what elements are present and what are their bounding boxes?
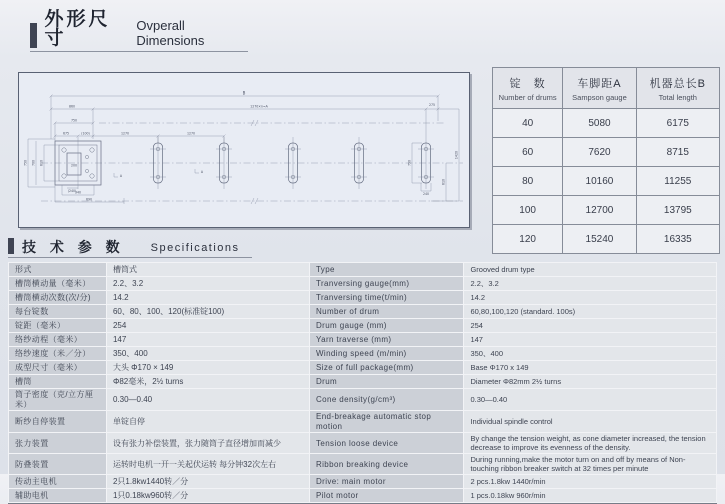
- gauge-cell: 7620: [563, 138, 636, 167]
- en-value: 254: [464, 319, 716, 332]
- en-label: End-breakage automatic stop motion: [310, 411, 464, 432]
- spec-row-winding-speed: [9, 347, 716, 360]
- en-value: During running,make the motor turn on and off by means of Non-touching ribbon breaker switch at 32 times per minute: [464, 454, 716, 474]
- table-row: [493, 138, 720, 167]
- top-dimension-lines: [50, 91, 440, 144]
- col-header-cn: 车脚距A: [577, 77, 622, 90]
- en-value: 2 pcs.1.8kw 1440r/min: [464, 475, 716, 488]
- cn-value: 大头 Φ170 × 149: [107, 361, 309, 374]
- table-row: [493, 196, 720, 225]
- spec-row-tension-device: [9, 433, 716, 453]
- gauge-cell: 5080: [563, 109, 636, 138]
- en-value: Base Φ170 x 149: [464, 361, 716, 374]
- cn-value: 2只1.8kw1440转／分: [107, 475, 309, 488]
- page-title-cn: 外形尺寸: [44, 9, 111, 49]
- dim-675: 675: [62, 131, 70, 136]
- cn-label: 张力装置: [9, 433, 106, 453]
- cn-value: Φ82毫米，2½ turns: [107, 375, 309, 388]
- col-header-en: Number of drums: [498, 92, 557, 102]
- machine-plan-drawing: [19, 73, 469, 227]
- spec-row-traversing-time: [9, 291, 716, 304]
- section-mark-a1: A: [119, 174, 123, 178]
- cn-value: 350、400: [107, 347, 309, 360]
- en-label: Pilot motor: [310, 489, 464, 502]
- en-value: 147: [464, 333, 716, 346]
- en-value: Individual spindle control: [464, 411, 716, 432]
- en-label: Tranversing time(t/min): [310, 291, 464, 304]
- cn-value: 槽筒式: [107, 263, 309, 276]
- en-label: Type: [310, 263, 464, 276]
- cn-value: 运转时电机一开一关起伏运转 每分钟32次左右: [107, 454, 309, 474]
- section-overall-dimensions-header: [30, 10, 248, 52]
- page-title-en: Ovperall Dimensions: [136, 18, 205, 48]
- gauge-cell: 12700: [563, 196, 636, 225]
- en-value: 60,80,100,120 (standard. 100s): [464, 305, 716, 318]
- col-number-of-drums: [493, 68, 563, 109]
- dim-240: 240: [422, 192, 430, 196]
- section-markers: [114, 169, 204, 178]
- length-cell: 16335: [636, 225, 719, 254]
- cn-label: 槽筒横动量（毫米）: [9, 277, 106, 290]
- en-label: Drum: [310, 375, 464, 388]
- spec-row-drum-gauge: [9, 319, 716, 332]
- cn-label: 辅助电机: [9, 489, 106, 502]
- overall-dimensions-table: [492, 67, 720, 254]
- en-label: Tranversing gauge(mm): [310, 277, 464, 290]
- drums-cell: 40: [493, 109, 563, 138]
- en-value: 14.2: [464, 291, 716, 304]
- length-cell: 13795: [636, 196, 719, 225]
- en-value: 2.2、3.2: [464, 277, 716, 290]
- cn-label: 成型尺寸（毫米）: [9, 361, 106, 374]
- cn-value: 60、80、100、120(标准锭100): [107, 305, 309, 318]
- cn-label: 筒子密度（克/立方厘米）: [9, 389, 106, 410]
- header-accent-bar: [8, 238, 14, 254]
- en-label: Drum gauge (mm): [310, 319, 464, 332]
- col-sampson-gauge: [563, 68, 636, 109]
- col-total-length: [636, 68, 719, 109]
- spec-row-cone-density: [9, 389, 716, 410]
- spec-row-end-breakage-stop: [9, 411, 716, 432]
- drums-cell: 100: [493, 196, 563, 225]
- specs-title-cn: 技 术 参 数: [22, 239, 125, 255]
- dim-750-top: 750: [70, 118, 78, 123]
- dim-right-750: 750: [407, 159, 412, 167]
- en-label: Number of drum: [310, 305, 464, 318]
- cn-label: 锭距（毫米）: [9, 319, 106, 332]
- cn-label: 形式: [9, 263, 106, 276]
- base-flange-plate: [55, 137, 101, 189]
- drums-cell: 120: [493, 225, 563, 254]
- spec-row-yarn-traverse: [9, 333, 716, 346]
- table-row: [493, 167, 720, 196]
- dim-860: 860: [68, 104, 76, 109]
- cn-value: 14.2: [107, 291, 309, 304]
- length-cell: 6175: [636, 109, 719, 138]
- cn-value: 0.30—0.40: [107, 389, 309, 410]
- dim-left-700: 700: [31, 159, 36, 167]
- en-value: 0.30—0.40: [464, 389, 716, 410]
- en-value: Grooved drum type: [464, 263, 716, 276]
- length-cell: 11255: [636, 167, 719, 196]
- spec-row-main-motor: [9, 475, 716, 488]
- gauge-cell: 10160: [563, 167, 636, 196]
- dim-left-750: 750: [23, 159, 28, 167]
- dim-1270-b: 1270: [186, 131, 196, 136]
- header-accent-bar: [30, 23, 37, 48]
- dim-left-610: 610: [39, 159, 44, 167]
- en-label: Tension loose device: [310, 433, 464, 453]
- dim-sampson-formula: 1270×n=A: [250, 104, 268, 109]
- spec-row-ribbon-breaking: [9, 454, 716, 474]
- cn-value: 147: [107, 333, 309, 346]
- en-label: Size of full package(mm): [310, 361, 464, 374]
- drums-cell: 80: [493, 167, 563, 196]
- dim-100: (100): [81, 131, 90, 136]
- en-label: Cone density(g/cm³): [310, 389, 464, 410]
- spec-row-pilot-motor: [9, 489, 716, 502]
- cn-value: 254: [107, 319, 309, 332]
- dim-1270-a: 1270: [120, 131, 130, 136]
- en-value: 350、400: [464, 347, 716, 360]
- drums-cell: 60: [493, 138, 563, 167]
- col-header-en: Sampson gauge: [572, 92, 627, 102]
- dim-690: 690: [85, 197, 93, 202]
- spec-row-number-of-drum: [9, 305, 716, 318]
- dim-275: 275: [428, 102, 436, 107]
- dim-240p: (240): [67, 189, 77, 193]
- specifications-table: [8, 262, 717, 504]
- cn-label: 每台锭数: [9, 305, 106, 318]
- col-header-cn: 机器总长B: [649, 77, 706, 90]
- cn-label: 断纱自停装置: [9, 411, 106, 432]
- spec-row-full-package-size: [9, 361, 716, 374]
- dim-right-1420: 1420: [454, 150, 459, 160]
- table-row: [493, 225, 720, 254]
- cn-label: 络纱速度（米／分）: [9, 347, 106, 360]
- dim-200: 200: [70, 163, 78, 168]
- col-header-cn: 锭 数: [509, 77, 546, 90]
- cn-value: 单锭自停: [107, 411, 309, 432]
- length-cell: 8715: [636, 138, 719, 167]
- en-label: Drive: main motor: [310, 475, 464, 488]
- cn-label: 络纱动程（毫米）: [9, 333, 106, 346]
- en-label: Ribbon breaking device: [310, 454, 464, 474]
- en-label: Yarn traverse (mm): [310, 333, 464, 346]
- cn-label: 槽筒: [9, 375, 106, 388]
- dim-total-length-B: B: [242, 90, 246, 96]
- centerlines: [41, 120, 463, 204]
- overall-dimensions-drawing: [18, 72, 470, 228]
- spec-row-type: [9, 263, 716, 276]
- table-header-row: [493, 68, 720, 109]
- en-value: Diameter Φ82mm 2½ turns: [464, 375, 716, 388]
- cn-label: 槽筒横动次数(次/分): [9, 291, 106, 304]
- en-label: Winding speed (m/min): [310, 347, 464, 360]
- cn-value: 2.2、3.2: [107, 277, 309, 290]
- spec-row-traversing-gauge: [9, 277, 716, 290]
- section-mark-a2: A: [200, 170, 204, 174]
- en-value: 1 pcs.0.18kw 960r/min: [464, 489, 716, 502]
- dim-right-610: 610: [441, 178, 446, 186]
- cn-label: 传动主电机: [9, 475, 106, 488]
- right-dimension-lines: [408, 109, 460, 201]
- table-row: [493, 109, 720, 138]
- cn-value: 设有张力补偿装置，张力随筒子直径增加而减少: [107, 433, 309, 453]
- spec-row-drum: [9, 375, 716, 388]
- cn-value: 1只0.18kw960转／分: [107, 489, 309, 502]
- section-specifications-header: [8, 238, 252, 258]
- cn-label: 防叠装置: [9, 454, 106, 474]
- left-dimension-lines: [24, 139, 60, 187]
- col-header-en: Total length: [658, 92, 697, 102]
- en-value: By change the tension weight, as cone diameter increased, the tension decrease to improve its evenness of the density.: [464, 433, 716, 453]
- gauge-cell: 15240: [563, 225, 636, 254]
- dim-340: 340: [74, 190, 82, 195]
- specs-title-en: Specifications: [150, 241, 240, 254]
